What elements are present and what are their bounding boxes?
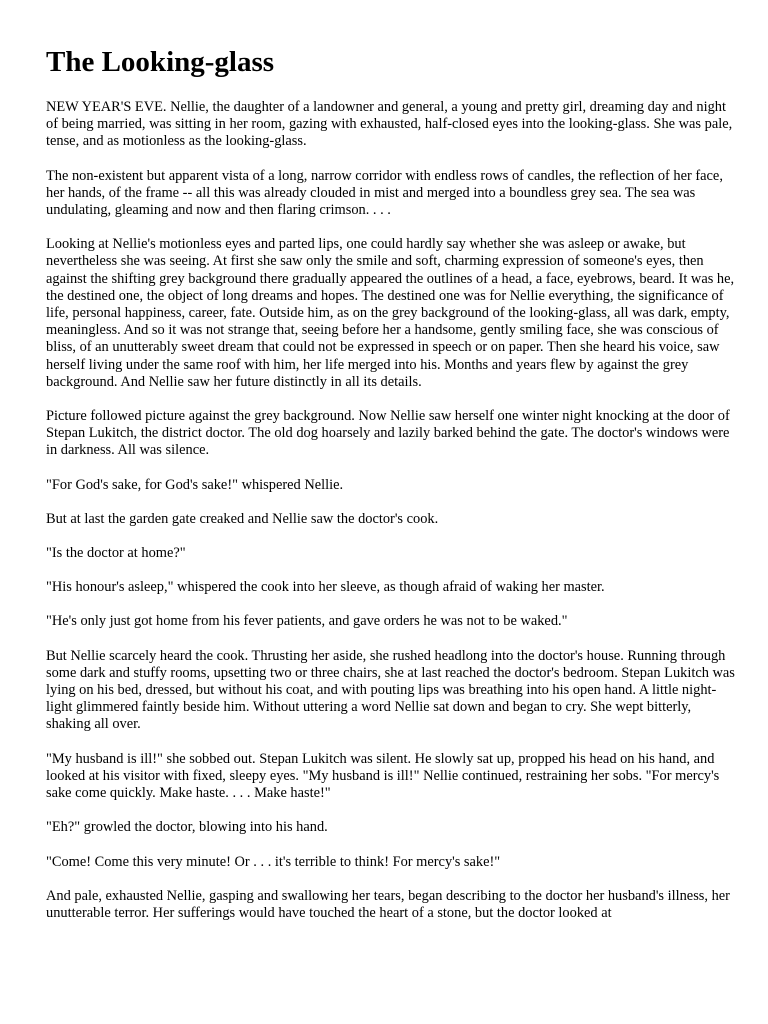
paragraph: "His honour's asleep," whispered the cook into her sleeve, as though afraid of waking her master. bbox=[46, 579, 605, 596]
paragraph: But Nellie scarcely heard the cook. Thrusting her aside, she rushed headlong into the doctor's house. Running through some dark and stuffy rooms, upsetting two or three chairs, she at last reached the doctor's bedroom. Stepan Lukitch was lying on his bed, dressed, but without his coat, and with pouting lips was breathing into his open hand. A little night-light glimmered faintly beside him. Without uttering a word Nellie sat down and began to cry. She wept bitterly, shaking all over. bbox=[46, 647, 735, 733]
paragraph: And pale, exhausted Nellie, gasping and swallowing her tears, began describing to the doctor her husband's illness, her unutterable terror. Her sufferings would have touched the heart of a stone, but the doctor looked at bbox=[46, 887, 730, 921]
paragraph: But at last the garden gate creaked and Nellie saw the doctor's cook. bbox=[46, 510, 439, 527]
paragraph: "He's only just got home from his fever patients, and gave orders he was not to be waked." bbox=[46, 613, 568, 630]
paragraph: NEW YEAR'S EVE. Nellie, the daughter of a landowner and general, a young and pretty girl, dreaming day and night of being married, was sitting in her room, gazing with exhausted, half-closed eyes into the looking-glass. She was pale, tense, and as motionless as the looking-glass. bbox=[46, 99, 733, 150]
paragraph: Looking at Nellie's motionless eyes and parted lips, one could hardly say whether she was asleep or awake, but nevertheless she was seeing. At first she saw only the smile and soft, charming expression of someone's eyes, then against the shifting grey background there gradually appeared the outlines of a head, a face, eyebrows, beard. It was he, the destined one, the object of long dreams and hopes. The destined one was for Nellie everything, the significance of life, personal happiness, career, fate. Outside him, as on the grey background of the looking-glass, all was dark, empty, meaningless. And so it was not strange that, seeing before her a handsome, gently smiling face, she was conscious of bliss, of an unutterably sweet dream that could not be expressed in speech or on paper. Then she heard his voice, saw herself living under the same roof with him, her life merged into his. Months and years flew by against the grey background. And Nellie saw her future distinctly in all its details. bbox=[46, 236, 735, 390]
document-page bbox=[46, 44, 736, 939]
paragraph: "Is the doctor at home?" bbox=[46, 545, 186, 562]
document-title: The Looking-glass bbox=[46, 46, 275, 78]
paragraph: Picture followed picture against the grey background. Now Nellie saw herself one winter night knocking at the door of Stepan Lukitch, the district doctor. The old dog hoarsely and lazily barked behind the gate. The doctor's windows were in darkness. All was silence. bbox=[46, 408, 730, 459]
paragraph: The non-existent but apparent vista of a long, narrow corridor with endless rows of candles, the reflection of her face, her hands, of the frame -- all this was already clouded in mist and merged into a boundless grey sea. The sea was undulating, gleaming and now and then flaring crimson. . . . bbox=[46, 167, 723, 219]
paragraph: "For God's sake, for God's sake!" whispered Nellie. bbox=[46, 476, 344, 493]
paragraph: "My husband is ill!" she sobbed out. Stepan Lukitch was silent. He slowly sat up, propped his head on his hand, and looked at his visitor with fixed, sleepy eyes. "My husband is ill!" Nellie continued, restraining her sobs. "For mercy's sake come quickly. Make haste. . . . Make haste!" bbox=[46, 750, 720, 802]
paragraph: "Eh?" growled the doctor, blowing into his hand. bbox=[46, 819, 328, 836]
paragraph: "Come! Come this very minute! Or . . . it's terrible to think! For mercy's sake!" bbox=[46, 853, 501, 870]
